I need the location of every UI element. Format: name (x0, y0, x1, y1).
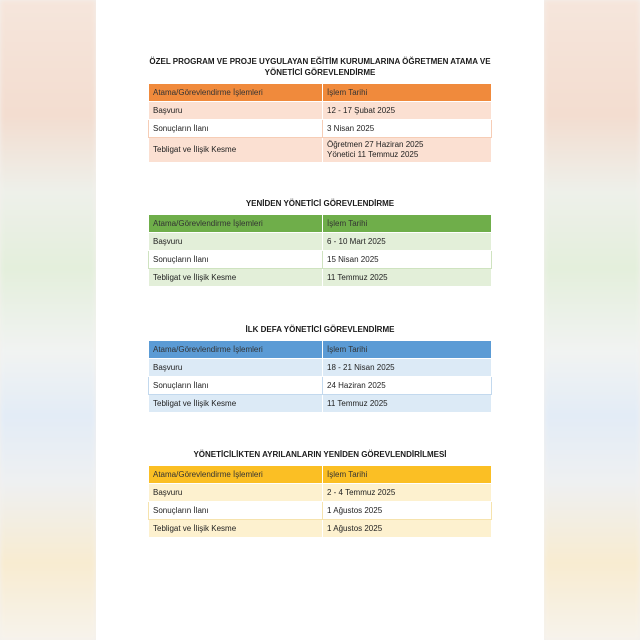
table-cell: 11 Temmuz 2025 (323, 395, 492, 413)
table-cell: 1 Ağustos 2025 (323, 520, 492, 538)
section-title: YÖNETİCİLİKTEN AYRILANLARIN YENİDEN GÖREVLENDİRİLMESİ (193, 450, 447, 459)
table-cell: Sonuçların İlanı (149, 251, 323, 269)
background-right (544, 0, 640, 640)
table-cell: 11 Temmuz 2025 (323, 269, 492, 287)
cell-line: Yönetici 11 Temmuz 2025 (327, 150, 419, 159)
table-cell: 24 Haziran 2025 (323, 377, 492, 395)
table-row (149, 502, 492, 520)
header-cell: İşlem Tarihi (323, 341, 492, 359)
table-row (149, 359, 492, 377)
header-cell: Atama/Görevlendirme İşlemleri (149, 215, 323, 233)
table-row (149, 484, 492, 502)
table-cell: 6 - 10 Mart 2025 (323, 233, 492, 251)
table-cell: 3 Nisan 2025 (323, 120, 492, 138)
section-title (148, 56, 492, 78)
table-cell: Tebligat ve İlişik Kesme (149, 138, 323, 163)
table-row (149, 377, 492, 395)
section-ilk-defa-yonetici (148, 324, 492, 413)
table-cell (323, 138, 492, 163)
table-cell: 1 Ağustos 2025 (323, 502, 492, 520)
table-header-row (149, 84, 492, 102)
table-row (149, 251, 492, 269)
section-yeniden-yonetici (148, 198, 492, 287)
schedule-table (148, 214, 492, 287)
table-row (149, 520, 492, 538)
table-cell: Sonuçların İlanı (149, 120, 323, 138)
table-cell: 15 Nisan 2025 (323, 251, 492, 269)
table-cell: Başvuru (149, 484, 323, 502)
header-cell: Atama/Görevlendirme İşlemleri (149, 341, 323, 359)
table-cell: Başvuru (149, 102, 323, 120)
table-cell: 2 - 4 Temmuz 2025 (323, 484, 492, 502)
table-row (149, 269, 492, 287)
table-cell: Sonuçların İlanı (149, 502, 323, 520)
schedule-table (148, 83, 492, 163)
header-cell: Atama/Görevlendirme İşlemleri (149, 466, 323, 484)
header-cell: İşlem Tarihi (323, 84, 492, 102)
header-cell: İşlem Tarihi (323, 466, 492, 484)
section-title-line: ÖZEL PROGRAM VE PROJE UYGULAYAN EĞİTİM KURUMLARINA ÖĞRETMEN ATAMA VE (149, 57, 491, 66)
table-cell: Başvuru (149, 233, 323, 251)
table-cell: Tebligat ve İlişik Kesme (149, 269, 323, 287)
header-cell: Atama/Görevlendirme İşlemleri (149, 84, 323, 102)
table-cell: 12 - 17 Şubat 2025 (323, 102, 492, 120)
table-row (149, 138, 492, 163)
cell-line: Öğretmen 27 Haziran 2025 (327, 140, 424, 149)
section-ozel-program (148, 56, 492, 163)
section-title: İLK DEFA YÖNETİCİ GÖREVLENDİRME (245, 325, 395, 334)
section-yoneticilikten-ayrilanlar (148, 449, 492, 538)
table-cell: Tebligat ve İlişik Kesme (149, 520, 323, 538)
table-row (149, 233, 492, 251)
section-title: YENİDEN YÖNETİCİ GÖREVLENDİRME (245, 199, 395, 208)
schedule-table (148, 465, 492, 538)
table-cell: Sonuçların İlanı (149, 377, 323, 395)
table-header-row (149, 341, 492, 359)
header-cell: İşlem Tarihi (323, 215, 492, 233)
table-cell: Tebligat ve İlişik Kesme (149, 395, 323, 413)
table-row (149, 395, 492, 413)
table-header-row (149, 466, 492, 484)
table-row (149, 102, 492, 120)
table-cell: Başvuru (149, 359, 323, 377)
schedule-table (148, 340, 492, 413)
section-title-line: YÖNETİCİ GÖREVLENDİRME (264, 68, 376, 77)
background-left (0, 0, 96, 640)
table-cell: 18 - 21 Nisan 2025 (323, 359, 492, 377)
document-page (96, 0, 544, 640)
table-row (149, 120, 492, 138)
table-header-row (149, 215, 492, 233)
